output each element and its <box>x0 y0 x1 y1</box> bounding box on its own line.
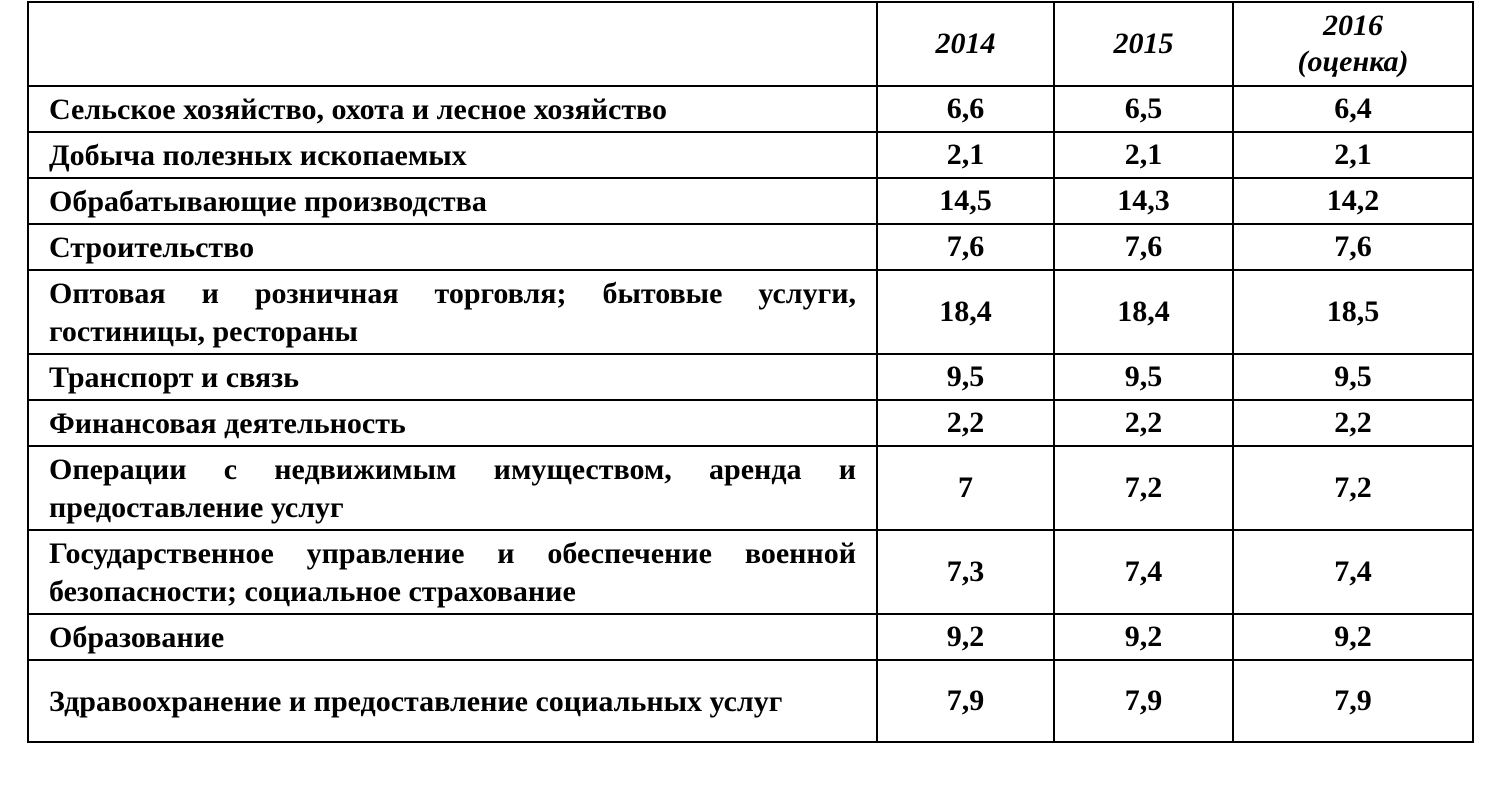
header-corner-cell <box>28 2 877 86</box>
table-row <box>28 86 1473 132</box>
value-2015: 2,2 <box>1054 400 1233 446</box>
table-row <box>28 354 1473 400</box>
value-2015: 7,6 <box>1054 224 1233 270</box>
value-2014: 7,6 <box>877 224 1054 270</box>
table-header-row <box>28 2 1473 86</box>
row-label: Добыча полезных ископаемых <box>28 132 877 178</box>
header-year-2015 <box>1054 2 1233 86</box>
value-2015: 7,9 <box>1054 660 1233 742</box>
header-year-2014 <box>877 2 1054 86</box>
row-label: Сельское хозяйство, охота и лесное хозяйство <box>28 86 877 132</box>
value-2014: 9,5 <box>877 354 1054 400</box>
value-2016: 7,2 <box>1233 446 1473 530</box>
table-row <box>28 446 1473 530</box>
value-2016: 7,4 <box>1233 530 1473 614</box>
value-2016: 18,5 <box>1233 270 1473 354</box>
value-2015: 7,2 <box>1054 446 1233 530</box>
header-year-2016 <box>1233 2 1473 86</box>
value-2016: 2,1 <box>1233 132 1473 178</box>
table-row <box>28 660 1473 742</box>
header-estimate-note: (оценка) <box>1297 45 1409 78</box>
value-2015: 6,5 <box>1054 86 1233 132</box>
table-row <box>28 270 1473 354</box>
value-2016: 14,2 <box>1233 178 1473 224</box>
value-2014: 7 <box>877 446 1054 530</box>
value-2014: 14,5 <box>877 178 1054 224</box>
value-2014: 2,1 <box>877 132 1054 178</box>
data-table <box>27 1 1474 743</box>
row-label: Обрабатывающие производства <box>28 178 877 224</box>
header-year-label: 2015 <box>1113 27 1174 60</box>
value-2014: 7,3 <box>877 530 1054 614</box>
value-2015: 7,4 <box>1054 530 1233 614</box>
value-2015: 18,4 <box>1054 270 1233 354</box>
row-label: Транспорт и связь <box>28 354 877 400</box>
header-year-label: 2016 <box>1323 9 1383 42</box>
value-2014: 7,9 <box>877 660 1054 742</box>
table-row <box>28 132 1473 178</box>
row-label: Образование <box>28 614 877 660</box>
value-2015: 2,1 <box>1054 132 1233 178</box>
value-2015: 9,5 <box>1054 354 1233 400</box>
table-row <box>28 178 1473 224</box>
value-2015: 14,3 <box>1054 178 1233 224</box>
row-label: Строительство <box>28 224 877 270</box>
row-label: Финансовая деятельность <box>28 400 877 446</box>
value-2014: 9,2 <box>877 614 1054 660</box>
value-2014: 6,6 <box>877 86 1054 132</box>
data-table-container <box>27 1 1474 743</box>
table-row <box>28 224 1473 270</box>
value-2014: 2,2 <box>877 400 1054 446</box>
value-2016: 7,9 <box>1233 660 1473 742</box>
value-2016: 6,4 <box>1233 86 1473 132</box>
row-label: Государственное управление и обеспечение военной безопасности; социальное страхование <box>28 530 877 614</box>
table-row <box>28 614 1473 660</box>
value-2015: 9,2 <box>1054 614 1233 660</box>
value-2016: 7,6 <box>1233 224 1473 270</box>
row-label: Операции с недвижимым имуществом, аренда и предоставление услуг <box>28 446 877 530</box>
row-label: Оптовая и розничная торговля; бытовые услуги, гостиницы, рестораны <box>28 270 877 354</box>
header-year-label: 2014 <box>935 27 996 60</box>
row-label: Здравоохранение и предоставление социальных услуг <box>28 660 877 742</box>
value-2016: 9,2 <box>1233 614 1473 660</box>
value-2016: 9,5 <box>1233 354 1473 400</box>
table-row <box>28 400 1473 446</box>
value-2016: 2,2 <box>1233 400 1473 446</box>
table-row <box>28 530 1473 614</box>
value-2014: 18,4 <box>877 270 1054 354</box>
